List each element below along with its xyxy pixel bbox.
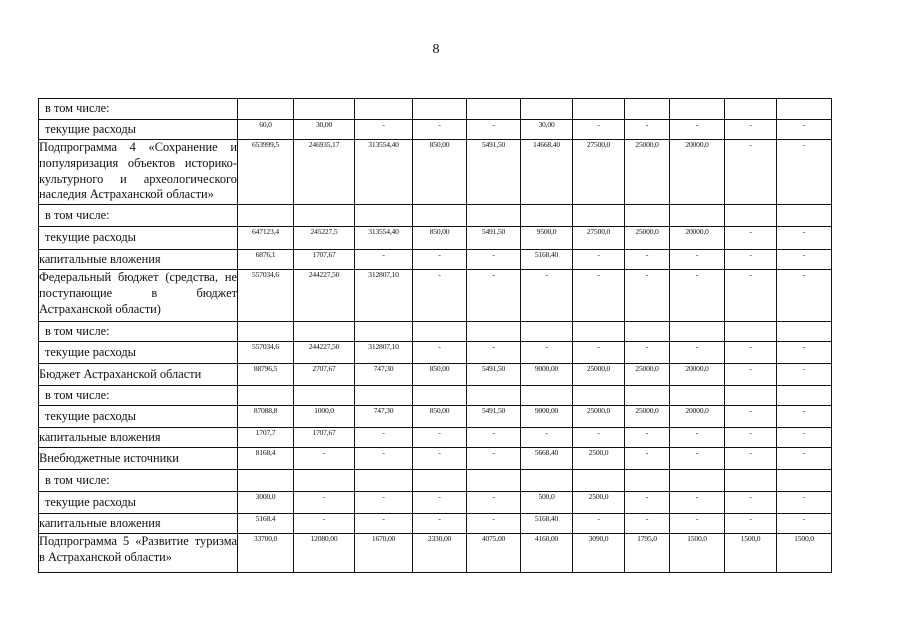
value-cell: 647123,4 [238, 227, 294, 250]
value-cell: 9000,00 [521, 364, 573, 386]
value-cell: - [777, 448, 832, 470]
value-cell: - [725, 364, 777, 386]
value-cell: 747,30 [355, 364, 413, 386]
value-cell [294, 386, 355, 406]
value-cell: - [670, 448, 725, 470]
value-cell: 1795,0 [625, 534, 670, 573]
value-cell: - [467, 342, 521, 364]
row-label: Внебюджетные источники [39, 448, 238, 470]
value-cell [725, 322, 777, 342]
value-cell [238, 322, 294, 342]
value-cell: 25000,0 [625, 227, 670, 250]
value-cell [413, 205, 467, 227]
value-cell: 5491,50 [467, 227, 521, 250]
value-cell: 6876,1 [238, 250, 294, 270]
value-cell: - [670, 342, 725, 364]
value-cell: 1707,67 [294, 428, 355, 448]
value-cell: 30,00 [294, 120, 355, 140]
value-cell: - [725, 227, 777, 250]
value-cell: 5168,4 [238, 514, 294, 534]
value-cell: 246935,17 [294, 140, 355, 205]
value-cell: 60,0 [238, 120, 294, 140]
value-cell: 33700,0 [238, 534, 294, 573]
value-cell: - [355, 120, 413, 140]
value-cell [725, 470, 777, 492]
value-cell [573, 322, 625, 342]
value-cell: 25000,0 [573, 406, 625, 428]
value-cell [725, 99, 777, 120]
value-cell: - [725, 428, 777, 448]
row-label: в том числе: [39, 322, 238, 342]
value-cell: - [625, 448, 670, 470]
value-cell: - [467, 448, 521, 470]
value-cell [413, 322, 467, 342]
value-cell [467, 386, 521, 406]
value-cell [625, 322, 670, 342]
value-cell [670, 470, 725, 492]
value-cell [467, 205, 521, 227]
value-cell: - [413, 514, 467, 534]
value-cell: 244227,50 [294, 270, 355, 322]
value-cell: - [777, 227, 832, 250]
table-row [39, 492, 832, 514]
value-cell: - [573, 120, 625, 140]
value-cell: - [467, 120, 521, 140]
value-cell: 850,00 [413, 227, 467, 250]
value-cell: 3090,0 [573, 534, 625, 573]
value-cell [467, 470, 521, 492]
budget-table [38, 98, 832, 573]
value-cell: 1500,0 [725, 534, 777, 573]
value-cell: - [355, 250, 413, 270]
value-cell [413, 386, 467, 406]
value-cell: 87088,8 [238, 406, 294, 428]
row-label: текущие расходы [39, 342, 238, 364]
value-cell: - [725, 514, 777, 534]
value-cell: - [467, 270, 521, 322]
value-cell: - [467, 514, 521, 534]
value-cell: 2500,0 [573, 448, 625, 470]
row-label: Федеральный бюджет (средства, не поступающие в бюджет Астраханской области) [39, 270, 238, 322]
value-cell [238, 470, 294, 492]
row-label: капитальные вложения [39, 428, 238, 448]
value-cell: 1707,67 [294, 250, 355, 270]
value-cell: - [777, 514, 832, 534]
value-cell: 20000,0 [670, 364, 725, 386]
value-cell: - [413, 270, 467, 322]
value-cell: 20000,0 [670, 406, 725, 428]
value-cell: 2707,67 [294, 364, 355, 386]
value-cell [521, 205, 573, 227]
value-cell: - [467, 250, 521, 270]
value-cell [670, 99, 725, 120]
value-cell: 25000,0 [573, 364, 625, 386]
value-cell [238, 386, 294, 406]
value-cell: - [777, 492, 832, 514]
value-cell: - [670, 428, 725, 448]
row-label: текущие расходы [39, 120, 238, 140]
row-label: в том числе: [39, 99, 238, 120]
value-cell: - [573, 250, 625, 270]
value-cell: - [777, 406, 832, 428]
row-label: Подпрограмма 4 «Сохранение и популяризация объектов историко-культурного и археологического наследия Астраханской области» [39, 140, 238, 205]
value-cell: - [467, 492, 521, 514]
table-row [39, 470, 832, 492]
table-row [39, 514, 832, 534]
page-number: 8 [432, 42, 440, 57]
value-cell: - [413, 120, 467, 140]
value-cell: - [725, 270, 777, 322]
value-cell [355, 322, 413, 342]
value-cell: 1707,7 [238, 428, 294, 448]
row-label: текущие расходы [39, 492, 238, 514]
value-cell: 850,00 [413, 140, 467, 205]
value-cell [670, 205, 725, 227]
value-cell: 1500,0 [777, 534, 832, 573]
table-row [39, 205, 832, 227]
value-cell: - [625, 120, 670, 140]
value-cell: 8168,4 [238, 448, 294, 470]
row-label: Бюджет Астраханской области [39, 364, 238, 386]
table-row [39, 322, 832, 342]
table-row [39, 270, 832, 322]
value-cell: 12080,00 [294, 534, 355, 573]
value-cell [777, 322, 832, 342]
value-cell: 312807,10 [355, 342, 413, 364]
value-cell: - [777, 342, 832, 364]
value-cell: - [573, 428, 625, 448]
value-cell: 9000,00 [521, 406, 573, 428]
value-cell [725, 205, 777, 227]
value-cell: - [725, 342, 777, 364]
value-cell [670, 322, 725, 342]
value-cell: - [355, 492, 413, 514]
value-cell: 245227,5 [294, 227, 355, 250]
value-cell: - [670, 492, 725, 514]
value-cell: 312807,10 [355, 270, 413, 322]
value-cell: - [777, 364, 832, 386]
value-cell: 2330,00 [413, 534, 467, 573]
value-cell: 3000,0 [238, 492, 294, 514]
value-cell: - [670, 120, 725, 140]
table-row [39, 227, 832, 250]
value-cell: 4075,00 [467, 534, 521, 573]
value-cell: 88796,5 [238, 364, 294, 386]
value-cell: - [355, 514, 413, 534]
value-cell [625, 470, 670, 492]
value-cell [573, 99, 625, 120]
value-cell [467, 99, 521, 120]
value-cell [294, 470, 355, 492]
value-cell: 25000,0 [625, 406, 670, 428]
row-label: в том числе: [39, 386, 238, 406]
value-cell: 9500,0 [521, 227, 573, 250]
value-cell [413, 470, 467, 492]
value-cell: 25000,0 [625, 140, 670, 205]
row-label: Подпрограмма 5 «Развитие туризма в Астраханской области» [39, 534, 238, 573]
value-cell: - [777, 270, 832, 322]
value-cell: 747,30 [355, 406, 413, 428]
value-cell [521, 386, 573, 406]
value-cell: - [413, 448, 467, 470]
value-cell [625, 205, 670, 227]
value-cell: 1500,0 [670, 534, 725, 573]
table-row [39, 386, 832, 406]
value-cell [238, 99, 294, 120]
table-row [39, 120, 832, 140]
value-cell [413, 99, 467, 120]
value-cell [238, 205, 294, 227]
row-label: капитальные вложения [39, 514, 238, 534]
value-cell: 850,00 [413, 364, 467, 386]
value-cell: 25000,0 [625, 364, 670, 386]
table-row [39, 342, 832, 364]
value-cell: 27500,0 [573, 227, 625, 250]
value-cell: 27500,0 [573, 140, 625, 205]
value-cell [521, 470, 573, 492]
value-cell: 2500,0 [573, 492, 625, 514]
value-cell: - [670, 250, 725, 270]
value-cell [294, 99, 355, 120]
value-cell [355, 386, 413, 406]
value-cell [521, 322, 573, 342]
value-cell: 5491,50 [467, 364, 521, 386]
value-cell [573, 205, 625, 227]
value-cell: - [725, 250, 777, 270]
value-cell [294, 322, 355, 342]
value-cell: - [573, 270, 625, 322]
table-row [39, 99, 832, 120]
value-cell: - [413, 342, 467, 364]
value-cell: - [777, 250, 832, 270]
table-row [39, 406, 832, 428]
value-cell: 244227,50 [294, 342, 355, 364]
value-cell: - [777, 428, 832, 448]
value-cell: - [521, 270, 573, 322]
value-cell: 5668,40 [521, 448, 573, 470]
value-cell [573, 470, 625, 492]
value-cell: 850,00 [413, 406, 467, 428]
value-cell [777, 205, 832, 227]
value-cell: - [413, 428, 467, 448]
value-cell: - [355, 428, 413, 448]
value-cell: 5168,40 [521, 250, 573, 270]
value-cell: - [294, 492, 355, 514]
value-cell: 1000,0 [294, 406, 355, 428]
value-cell: - [625, 492, 670, 514]
value-cell [777, 99, 832, 120]
value-cell: - [467, 428, 521, 448]
value-cell [467, 322, 521, 342]
value-cell: - [521, 342, 573, 364]
table-row [39, 448, 832, 470]
table-row [39, 534, 832, 573]
value-cell: 313554,40 [355, 227, 413, 250]
value-cell [670, 386, 725, 406]
value-cell: - [294, 514, 355, 534]
value-cell: - [625, 514, 670, 534]
row-label: капитальные вложения [39, 250, 238, 270]
value-cell: - [777, 120, 832, 140]
value-cell: 557034,6 [238, 342, 294, 364]
value-cell: 4160,00 [521, 534, 573, 573]
value-cell [355, 470, 413, 492]
value-cell: 30,00 [521, 120, 573, 140]
value-cell: 5491,50 [467, 406, 521, 428]
value-cell: 5491,50 [467, 140, 521, 205]
value-cell: 313554,40 [355, 140, 413, 205]
value-cell: - [294, 448, 355, 470]
value-cell: - [413, 250, 467, 270]
value-cell: - [670, 270, 725, 322]
value-cell [777, 386, 832, 406]
value-cell: - [670, 514, 725, 534]
value-cell: - [625, 428, 670, 448]
value-cell: - [521, 428, 573, 448]
value-cell [294, 205, 355, 227]
value-cell: - [725, 140, 777, 205]
row-label: в том числе: [39, 205, 238, 227]
value-cell: 5168,40 [521, 514, 573, 534]
value-cell: - [573, 514, 625, 534]
value-cell: - [725, 492, 777, 514]
value-cell: 14668,40 [521, 140, 573, 205]
value-cell [625, 386, 670, 406]
row-label: текущие расходы [39, 227, 238, 250]
value-cell: 500,0 [521, 492, 573, 514]
value-cell [521, 99, 573, 120]
value-cell: - [725, 120, 777, 140]
table-row [39, 428, 832, 448]
value-cell: 1670,00 [355, 534, 413, 573]
value-cell: - [725, 448, 777, 470]
value-cell: - [625, 250, 670, 270]
table-body [39, 99, 832, 573]
value-cell: - [725, 406, 777, 428]
row-label: текущие расходы [39, 406, 238, 428]
value-cell [355, 99, 413, 120]
table-row [39, 250, 832, 270]
value-cell: - [355, 448, 413, 470]
table-row [39, 364, 832, 386]
value-cell: - [777, 140, 832, 205]
value-cell: - [625, 342, 670, 364]
table-row [39, 140, 832, 205]
value-cell: - [573, 342, 625, 364]
value-cell: - [413, 492, 467, 514]
value-cell: - [625, 270, 670, 322]
value-cell [777, 470, 832, 492]
value-cell: 557034,6 [238, 270, 294, 322]
value-cell [725, 386, 777, 406]
value-cell [625, 99, 670, 120]
value-cell: 653999,5 [238, 140, 294, 205]
value-cell: 20000,0 [670, 140, 725, 205]
row-label: в том числе: [39, 470, 238, 492]
value-cell: 20000,0 [670, 227, 725, 250]
value-cell [573, 386, 625, 406]
value-cell [355, 205, 413, 227]
